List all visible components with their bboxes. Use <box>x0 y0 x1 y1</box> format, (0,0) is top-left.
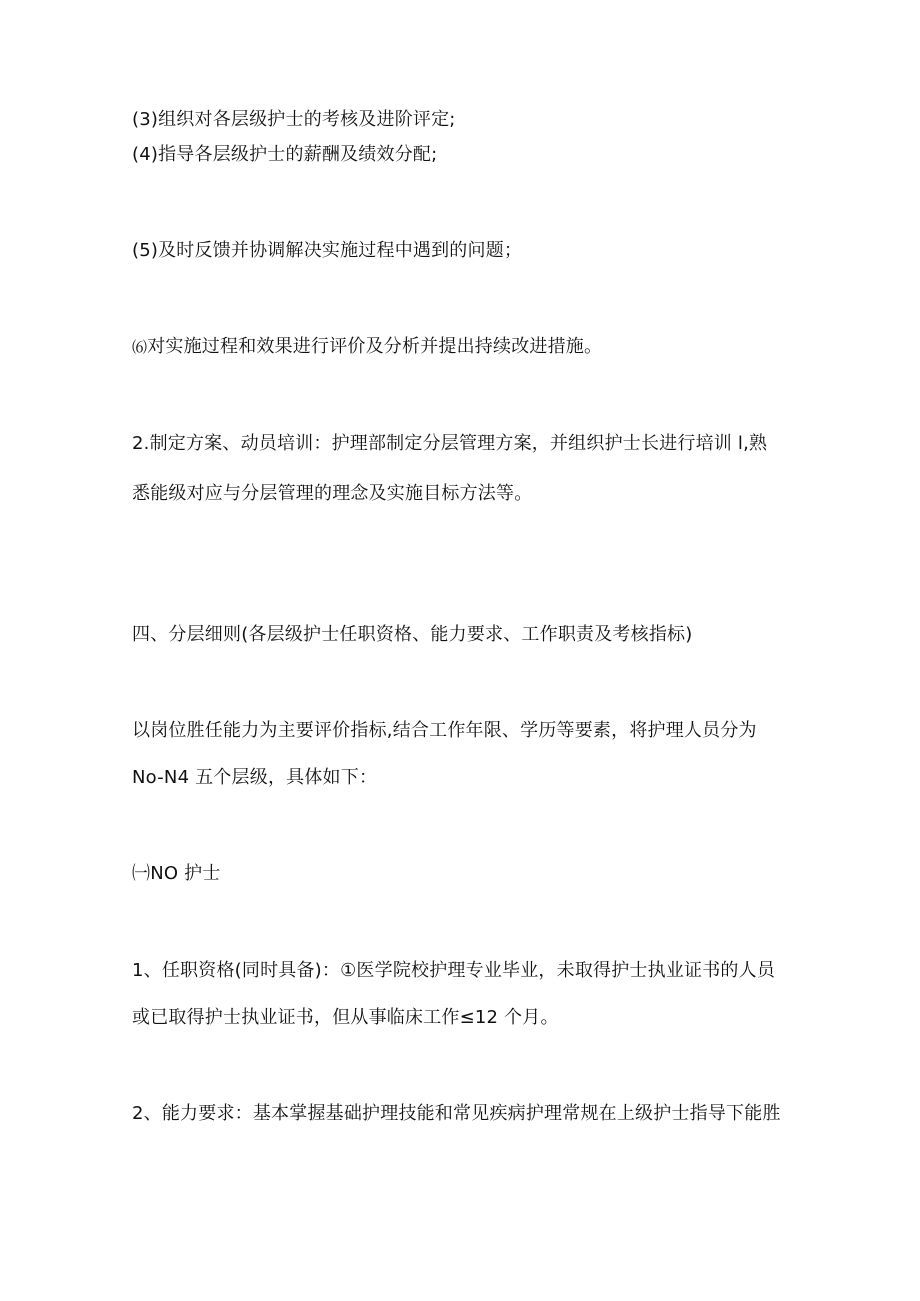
duty-item-5: (5)及时反馈并协调解决实施过程中遇到的问题； <box>132 240 523 261</box>
qualification-paragraph-line-2: 或已取得护士执业证书，但从事临床工作≤12 个月。 <box>132 1007 559 1028</box>
duty-item-6-marker: ⑹ <box>132 338 148 356</box>
intro-paragraph-line-2: No-N4 五个层级，具体如下： <box>132 767 378 788</box>
ability-requirement-line-1: 2、能力要求：基本掌握基础护理技能和常见疾病护理常规在上级护士指导下能胜 <box>132 1103 781 1124</box>
section-heading-layered-rules: 四、分层细则(各层级护士任职资格、能力要求、工作职责及考核指标) <box>132 624 693 645</box>
intro-paragraph-line-1: 以岗位胜任能力为主要评价指标,结合工作年限、学历等要素，将护理人员分为 <box>132 720 757 741</box>
subsection-heading-n0-nurse: ㈠NO 护士 <box>132 863 221 884</box>
plan-training-paragraph-line-1: 2.制定方案、动员培训：护理部制定分层管理方案，并组织护士长进行培训 l,熟 <box>132 433 768 454</box>
qualification-paragraph-line-1: 1、任职资格(同时具备)：①医学院校护理专业毕业，未取得护士执业证书的人员 <box>132 960 776 981</box>
duty-item-4: (4)指导各层级护士的薪酬及绩效分配; <box>132 144 438 165</box>
duty-item-6-text: 对实施过程和效果进行评价及分析并提出持续改进措施。 <box>147 336 603 357</box>
duty-item-3: (3)组织对各层级护士的考核及进阶评定; <box>132 109 456 130</box>
duty-item-6 <box>132 334 602 360</box>
plan-training-paragraph-line-2: 悉能级对应与分层管理的理念及实施目标方法等。 <box>132 483 533 504</box>
